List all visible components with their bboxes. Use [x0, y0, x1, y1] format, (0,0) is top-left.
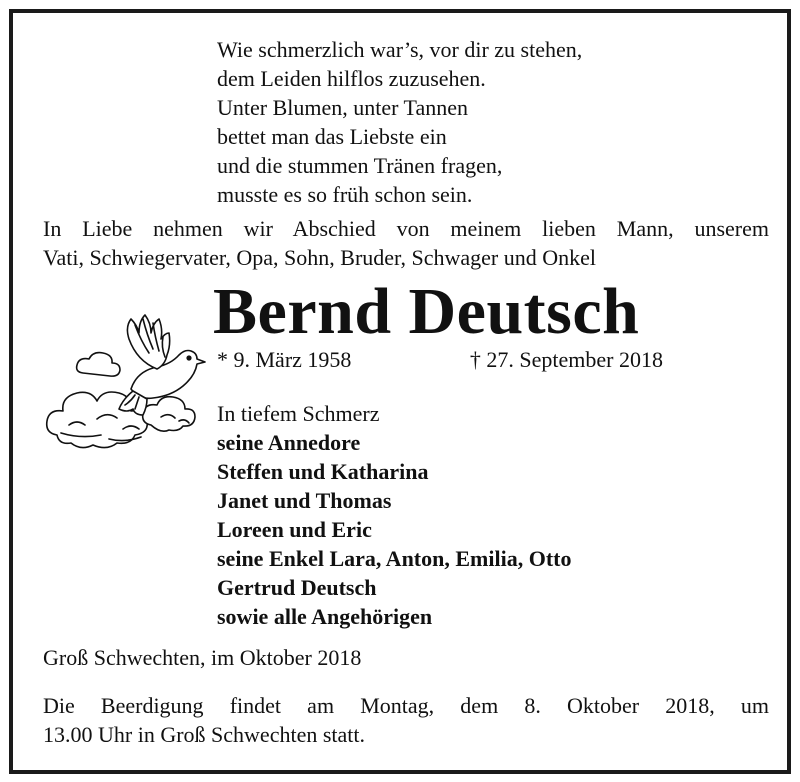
- funeral-line: Die Beerdigung findet am Montag, dem 8. Oktober 2018, um: [43, 693, 769, 718]
- mourners-heading: In tiefem Schmerz: [217, 401, 380, 426]
- poem: [217, 35, 582, 209]
- life-dates: [217, 345, 663, 374]
- poem-line: und die stummen Tränen fragen,: [217, 153, 503, 178]
- intro-line: Vati, Schwiegervater, Opa, Sohn, Bruder, Schwager und Onkel: [43, 245, 596, 270]
- poem-line: bettet man das Liebste ein: [217, 124, 447, 149]
- poem-line: dem Leiden hilflos zuzusehen.: [217, 66, 486, 91]
- poem-line: Wie schmerzlich war’s, vor dir zu stehen,: [217, 37, 583, 62]
- place-and-date: Groß Schwechten, im Oktober 2018: [43, 645, 362, 670]
- poem-line: musste es so früh schon sein.: [217, 182, 473, 207]
- mourners-list: [217, 399, 571, 631]
- mourner-entry: Steffen und Katharina: [217, 459, 429, 484]
- mourner-entry: sowie alle Angehörigen: [217, 604, 433, 629]
- dove-on-clouds-icon: [39, 293, 209, 453]
- mourner-entry: Loreen und Eric: [217, 517, 372, 542]
- deceased-name: Bernd Deutsch: [213, 275, 640, 348]
- mourner-entry: Janet und Thomas: [217, 488, 392, 513]
- obituary-notice: [13, 13, 787, 770]
- mourner-entry: Gertrud Deutsch: [217, 575, 377, 600]
- funeral-line: 13.00 Uhr in Groß Schwechten statt.: [43, 722, 365, 747]
- funeral-notice: [43, 691, 769, 749]
- death-date: † 27. September 2018: [469, 347, 663, 372]
- intro-text: [43, 214, 769, 272]
- mourner-entry: seine Enkel Lara, Anton, Emilia, Otto: [217, 546, 572, 571]
- obituary-frame: [9, 9, 791, 774]
- birth-date: * 9. März 1958: [217, 347, 352, 372]
- poem-line: Unter Blumen, unter Tannen: [217, 95, 468, 120]
- mourner-entry: seine Annedore: [217, 430, 361, 455]
- intro-line: In Liebe nehmen wir Abschied von meinem lieben Mann, unserem: [43, 216, 769, 241]
